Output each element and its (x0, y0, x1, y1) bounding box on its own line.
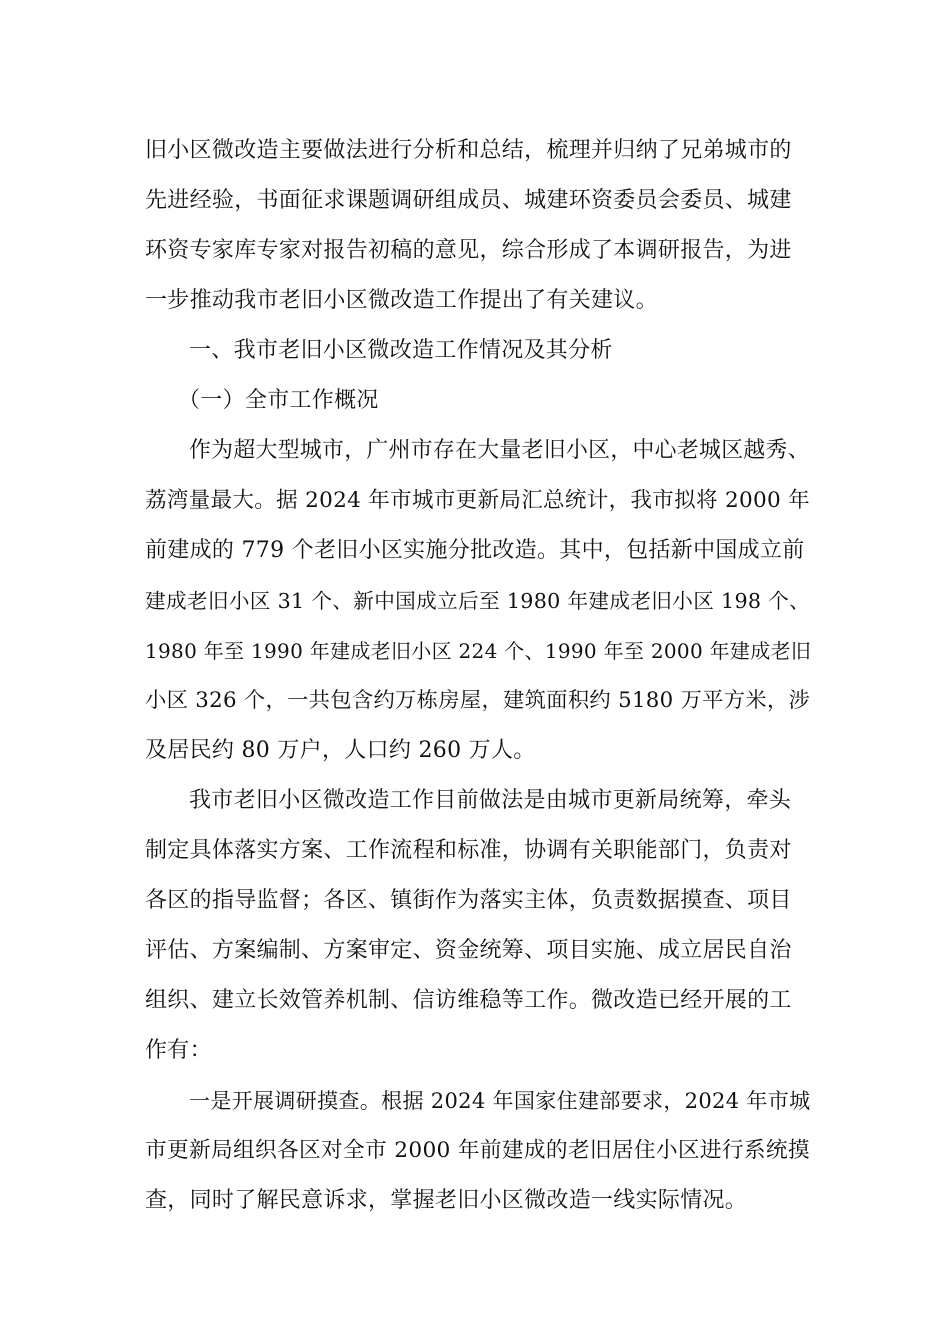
text-line: 建成老旧小区 31 个、新中国成立后至 1980 年建成老旧小区 198 个、 (145, 589, 811, 613)
text-line: 查，同时了解民意诉求，掌握老旧小区微改造一线实际情况。 (145, 1188, 748, 1213)
text-line: 一步推动我市老旧小区微改造工作提出了有关建议。 (145, 288, 658, 313)
text-line: 1980 年至 1990 年建成老旧小区 224 个、1990 年至 2000 年建成老旧 (145, 639, 812, 663)
text-line: 一是开展调研摸查。根据 2024 年国家住建部要求，2024 年市城 (189, 1088, 811, 1113)
text-line: 荔湾量最大。据 2024 年市城市更新局汇总统计，我市拟将 2000 年 (145, 488, 810, 513)
subsection-heading: （一）全市工作概况 (178, 388, 379, 413)
text-line: 作为超大型城市，广州市存在大量老旧小区，中心老城区越秀、 (189, 438, 810, 463)
text-line: 市更新局组织各区对全市 2000 年前建成的老旧居住小区进行系统摸 (145, 1138, 810, 1163)
text-line: 及居民约 80 万户，人口约 260 万人。 (145, 738, 536, 763)
text-line: 小区 326 个，一共包含约万栋房屋，建筑面积约 5180 万平方米，涉 (145, 688, 811, 713)
text-line: 各区的指导监督；各区、镇街作为落实主体，负责数据摸查、项目 (145, 888, 792, 913)
text-line: 先进经验，书面征求课题调研组成员、城建环资委员会委员、城建 (145, 188, 792, 213)
text-line: 制定具体落实方案、工作流程和标准，协调有关职能部门，负责对 (145, 838, 792, 863)
text-line: 作有： (145, 1038, 212, 1063)
text-line: 组织、建立长效管养机制、信访维稳等工作。微改造已经开展的工 (145, 988, 792, 1013)
text-line: 环资专家库专家对报告初稿的意见，综合形成了本调研报告，为进 (145, 238, 792, 263)
text-line: 旧小区微改造主要做法进行分析和总结，梳理并归纳了兄弟城市的 (145, 138, 792, 163)
text-line: 前建成的 779 个老旧小区实施分批改造。其中，包括新中国成立前 (145, 538, 805, 563)
section-heading: 一、我市老旧小区微改造工作情况及其分析 (189, 338, 613, 363)
text-line: 我市老旧小区微改造工作目前做法是由城市更新局统筹，牵头 (189, 788, 792, 813)
text-line: 评估、方案编制、方案审定、资金统筹、项目实施、成立居民自治 (145, 938, 792, 963)
